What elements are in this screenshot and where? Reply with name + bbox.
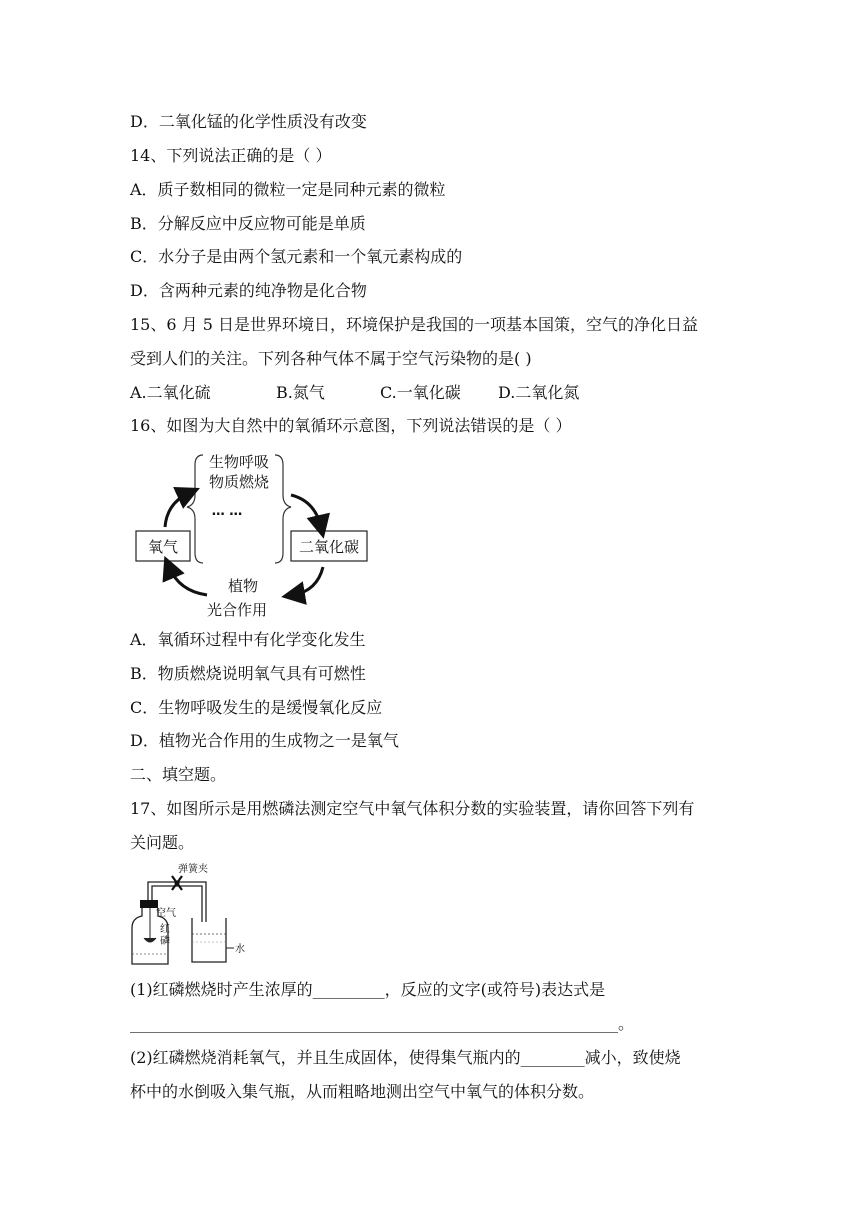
apparatus-phosphorus-label-2: 磷: [160, 936, 170, 947]
apparatus-water-label: 水: [235, 944, 245, 955]
oxygen-cycle-diagram: [125, 445, 375, 625]
q16-option-c: C．生物呼吸发生的是缓慢氧化反应: [130, 698, 383, 717]
q14-option-b: B．分解反应中反应物可能是单质: [130, 214, 366, 233]
q15-option-c: C.一氧化碳: [380, 383, 461, 402]
q17-part2-line2: 杯中的水倒吸入集气瓶，从而粗略地测出空气中氧气的体积分数。: [130, 1082, 595, 1101]
diagram-label-respiration: 生物呼吸: [208, 453, 270, 471]
q14-option-d: D．含两种元素的纯净物是化合物: [130, 281, 367, 300]
q13-option-d: D．二氧化锰的化学性质没有改变: [130, 112, 367, 131]
diagram-plant-label: 植物: [227, 577, 259, 595]
phosphorus-apparatus-figure: [126, 862, 256, 970]
q15-option-b: B.氮气: [276, 383, 325, 402]
section-fill-in-title: 二、填空题。: [130, 765, 227, 784]
q14-stem: 14、下列说法正确的是（ ）: [130, 146, 332, 165]
q16-option-b: B．物质燃烧说明氧气具有可燃性: [130, 664, 366, 683]
diagram-oxygen-label: 氧气: [147, 538, 179, 556]
q16-stem: 16、如图为大自然中的氧循环示意图，下列说法错误的是（ ）: [130, 416, 572, 435]
q14-option-a: A．质子数相同的微粒一定是同种元素的微粒: [130, 180, 446, 199]
diagram-co2-label: 二氧化碳: [298, 538, 360, 556]
apparatus-phosphorus-label-1: 红: [160, 924, 170, 935]
q17-part1-line1: (1)红磷燃烧时产生浓厚的_________，反应的文字(或符号)表达式是: [130, 980, 606, 999]
apparatus-clip-label: 弹簧夹: [178, 864, 208, 875]
q14-option-c: C．水分子是由两个氢元素和一个氧元素构成的: [130, 247, 463, 266]
diagram-label-ellipsis: … …: [211, 504, 243, 519]
diagram-photosynthesis-label: 光合作用: [206, 601, 268, 619]
q16-option-a: A．氧循环过程中有化学变化发生: [130, 630, 366, 649]
q17-stem-line2: 关问题。: [130, 833, 195, 852]
q15-option-d: D.二氧化氮: [498, 383, 580, 402]
q15-stem-line2: 受到人们的关注。下列各种气体不属于空气污染物的是( ): [130, 349, 532, 368]
q16-option-d: D．植物光合作用的生成物之一是氧气: [130, 731, 399, 750]
q17-part1-line2: _____________________________________________________________。: [130, 1014, 635, 1033]
apparatus-air-label: 空气: [156, 908, 176, 919]
diagram-label-combustion: 物质燃烧: [208, 473, 270, 491]
q17-stem-line1: 17、如图所示是用燃磷法测定空气中氧气体积分数的实验装置，请你回答下列有: [130, 799, 695, 818]
q15-stem-line1: 15、6 月 5 日是世界环境日，环境保护是我国的一项基本国策，空气的净化日益: [130, 315, 698, 334]
q17-part2-line1: (2)红磷燃烧消耗氧气，并且生成固体，使得集气瓶内的________减小，致使烧: [130, 1048, 681, 1067]
q15-option-a: A.二氧化硫: [130, 383, 211, 402]
